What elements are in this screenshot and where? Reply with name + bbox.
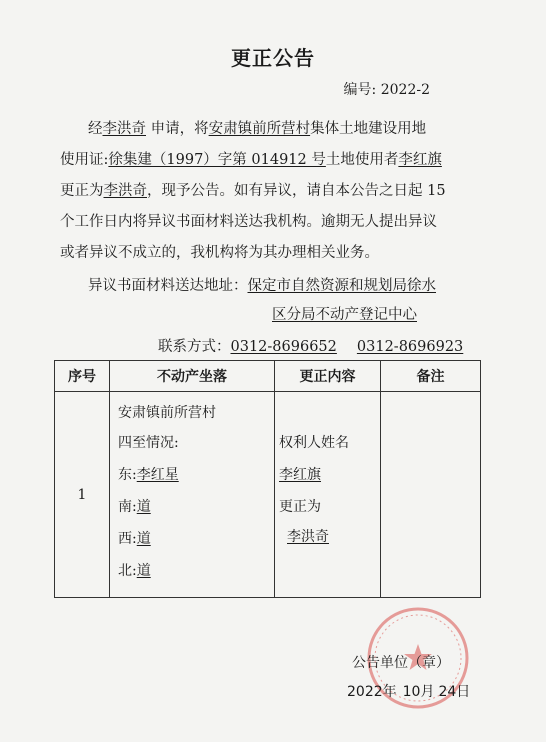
- phone-2: 0312-8696923: [356, 339, 464, 355]
- south-label: 南:: [118, 499, 137, 515]
- row-location: [110, 392, 275, 598]
- body-line-3: [60, 179, 446, 200]
- notice-title: 更正公告: [231, 46, 315, 70]
- change-from: [279, 464, 335, 484]
- header-change: 更正内容: [275, 361, 381, 392]
- certificate-number: 徐集建（1997）字第 014912 号: [108, 152, 326, 168]
- west-label: 西:: [118, 531, 137, 547]
- table-header-row: [55, 361, 481, 392]
- doc-number: [344, 79, 430, 99]
- text-segment: 更正为: [60, 183, 104, 199]
- header-serial: 序号: [55, 361, 110, 392]
- change-to-label: 更正为: [279, 499, 321, 515]
- address-label: 异议书面材料送达地址：: [88, 278, 248, 294]
- village-name: 安肃镇前所营村: [208, 121, 311, 137]
- date-day-unit: 日: [456, 684, 471, 700]
- date-month: 10: [402, 684, 421, 700]
- text-segment: 申请，将: [146, 121, 209, 137]
- boundary-south: [118, 496, 165, 516]
- row-remark: [381, 392, 481, 598]
- contact-line: [158, 335, 463, 356]
- south-value: 道: [136, 499, 151, 515]
- change-from-value: 李红旗: [279, 467, 321, 483]
- date-month-unit: 月: [420, 684, 435, 700]
- date-day: 24: [438, 684, 457, 700]
- north-label: 北:: [118, 563, 137, 579]
- text-segment: ，现予公告。如有异议，请自本公告之日起 15: [147, 183, 446, 199]
- east-value: 李红星: [136, 467, 179, 483]
- east-label: 东:: [118, 467, 137, 483]
- change-field: 权利人姓名: [279, 435, 349, 451]
- body-line-2: [60, 148, 442, 169]
- address-value-1: 保定市自然资源和规划局徐水: [247, 278, 436, 294]
- boundary-north: [118, 560, 165, 580]
- boundaries-label: 四至情况:: [118, 435, 179, 451]
- address-line-1: [88, 274, 436, 295]
- date-year-unit: 年: [382, 684, 397, 700]
- table-row: [55, 392, 481, 598]
- correction-table: [54, 360, 481, 598]
- boundary-west: [118, 528, 165, 548]
- contact-label: 联系方式：: [158, 339, 231, 355]
- change-to: [279, 526, 343, 546]
- date-year: 2022: [347, 684, 383, 700]
- new-user-name: 李洪奇: [103, 183, 147, 199]
- text-segment: 土地使用者: [325, 152, 399, 168]
- row-serial: 1: [55, 392, 110, 598]
- text-segment: 集体土地建设用地: [310, 121, 427, 137]
- issue-date: [347, 681, 470, 701]
- issuer-label: 公告单位（章）: [352, 655, 450, 671]
- doc-number-label: 编号:: [343, 82, 377, 98]
- body-line-1: [88, 117, 426, 138]
- text-segment: 使用证:: [60, 152, 109, 168]
- header-location: 不动产坐落: [110, 361, 275, 392]
- change-to-value: 李洪奇: [287, 529, 329, 545]
- phone-1: 0312-8696652: [230, 339, 337, 355]
- location-name: 安肃镇前所营村: [118, 405, 216, 421]
- doc-number-value: 2022-2: [380, 82, 430, 98]
- old-user-name: 李红旗: [398, 152, 442, 168]
- header-remark: 备注: [381, 361, 481, 392]
- west-value: 道: [136, 531, 151, 547]
- address-value-2: 区分局不动产登记中心: [272, 307, 417, 323]
- boundary-east: [118, 464, 193, 484]
- body-line-4: 个工作日内将异议书面材料送达我机构。逾期无人提出异议: [60, 214, 437, 230]
- row-change: [275, 392, 381, 598]
- north-value: 道: [136, 563, 151, 579]
- address-line-2: [272, 303, 417, 324]
- body-line-5: 或者异议不成立的，我机构将为其办理相关业务。: [60, 245, 379, 261]
- text-segment: 经: [88, 121, 103, 137]
- applicant-name: 李洪奇: [102, 121, 146, 137]
